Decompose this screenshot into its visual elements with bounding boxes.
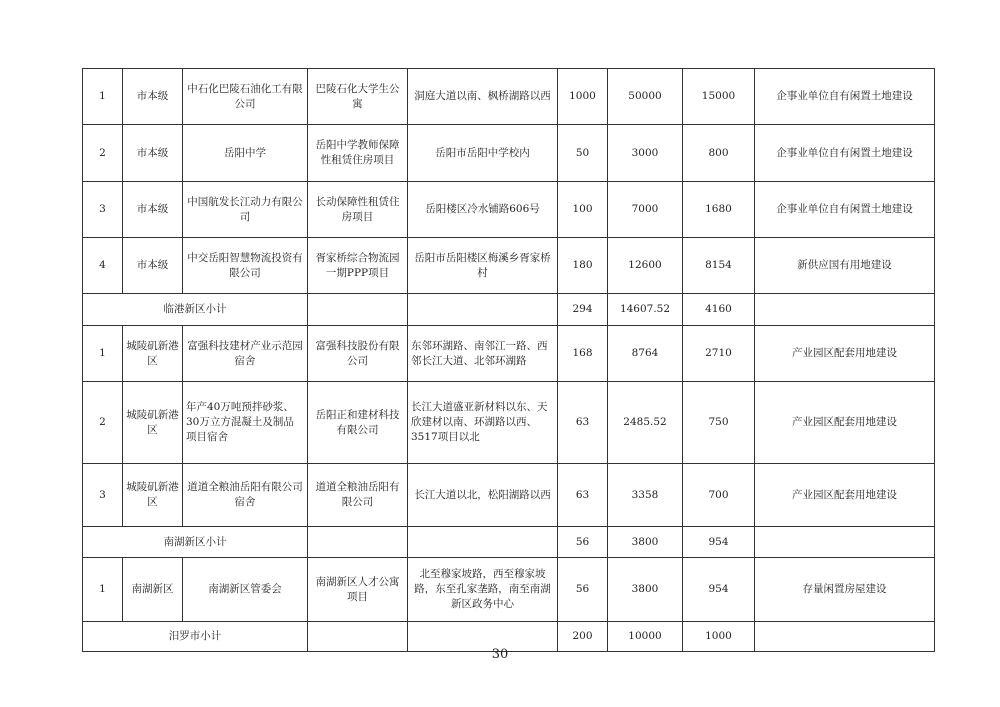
area-cell: 14607.52 (608, 294, 683, 326)
project-cell: 胥家桥综合物流园一期PPP项目 (308, 238, 408, 294)
region-cell: 城陵矶新港区 (123, 382, 183, 464)
units-cell: 200 (558, 622, 608, 652)
area-cell: 8764 (608, 326, 683, 382)
company-cell: 道道全粮油岳阳有限公司宿舍 (183, 464, 308, 527)
company-cell: 中国航发长江动力有限公司 (183, 182, 308, 238)
table-row (83, 558, 935, 622)
region-cell: 南湖新区 (123, 558, 183, 622)
row-number: 3 (83, 182, 123, 238)
method-cell: 产业园区配套用地建设 (755, 326, 935, 382)
units-cell: 63 (558, 382, 608, 464)
table-row (83, 125, 935, 182)
units-cell: 180 (558, 238, 608, 294)
land-cell: 15000 (683, 69, 755, 125)
area-cell: 10000 (608, 622, 683, 652)
units-cell: 100 (558, 182, 608, 238)
row-number: 2 (83, 382, 123, 464)
units-cell: 1000 (558, 69, 608, 125)
region-cell: 市本级 (123, 238, 183, 294)
table-row (83, 69, 935, 125)
region-cell: 市本级 (123, 125, 183, 182)
location-cell: 岳阳市岳阳楼区梅溪乡胥家桥村 (408, 238, 558, 294)
method-cell: 企事业单位自有闲置土地建设 (755, 125, 935, 182)
empty-cell (308, 527, 408, 558)
housing-projects-table (82, 68, 935, 652)
company-cell: 富强科技建材产业示范园宿舍 (183, 326, 308, 382)
page-number: 30 (491, 647, 509, 662)
land-cell: 8154 (683, 238, 755, 294)
subtotal-row (83, 527, 935, 558)
project-cell: 长动保障性租赁住房项目 (308, 182, 408, 238)
empty-cell (408, 294, 558, 326)
subtotal-label: 汨罗市小计 (83, 622, 308, 652)
company-cell: 南湖新区管委会 (183, 558, 308, 622)
location-cell: 岳阳市岳阳中学校内 (408, 125, 558, 182)
empty-cell (755, 294, 935, 326)
units-cell: 50 (558, 125, 608, 182)
method-cell: 企事业单位自有闲置土地建设 (755, 69, 935, 125)
project-cell: 道道全粮油岳阳有限公司 (308, 464, 408, 527)
area-cell: 7000 (608, 182, 683, 238)
method-cell: 企事业单位自有闲置土地建设 (755, 182, 935, 238)
row-number: 2 (83, 125, 123, 182)
units-cell: 56 (558, 558, 608, 622)
location-cell: 长江大道以北，松阳湖路以西 (408, 464, 558, 527)
method-cell: 存量闲置房屋建设 (755, 558, 935, 622)
empty-cell (308, 294, 408, 326)
area-cell: 50000 (608, 69, 683, 125)
table-row (83, 326, 935, 382)
land-cell: 954 (683, 527, 755, 558)
land-cell: 4160 (683, 294, 755, 326)
project-cell: 南湖新区人才公寓项目 (308, 558, 408, 622)
empty-cell (755, 527, 935, 558)
row-number: 3 (83, 464, 123, 527)
area-cell: 3800 (608, 558, 683, 622)
region-cell: 城陵矶新港区 (123, 326, 183, 382)
land-cell: 2710 (683, 326, 755, 382)
table-row (83, 464, 935, 527)
location-cell: 北至穆家坡路，西至穆家坡路，东至孔家垄路，南至南湖新区政务中心 (408, 558, 558, 622)
area-cell: 2485.52 (608, 382, 683, 464)
area-cell: 3800 (608, 527, 683, 558)
project-cell: 岳阳中学教师保障性租赁住房项目 (308, 125, 408, 182)
land-cell: 700 (683, 464, 755, 527)
method-cell: 新供应国有用地建设 (755, 238, 935, 294)
project-cell: 富强科技股份有限公司 (308, 326, 408, 382)
location-cell: 洞庭大道以南、枫桥湖路以西 (408, 69, 558, 125)
row-number: 1 (83, 326, 123, 382)
row-number: 4 (83, 238, 123, 294)
location-cell: 长江大道盛亚新材料以东、天欣建材以南、环湖路以西、3517项目以北 (408, 382, 558, 464)
subtotal-label: 南湖新区小计 (83, 527, 308, 558)
units-cell: 294 (558, 294, 608, 326)
land-cell: 1000 (683, 622, 755, 652)
table-row (83, 238, 935, 294)
units-cell: 56 (558, 527, 608, 558)
company-cell: 中石化巴陵石油化工有限公司 (183, 69, 308, 125)
units-cell: 63 (558, 464, 608, 527)
table-row (83, 382, 935, 464)
land-cell: 800 (683, 125, 755, 182)
method-cell: 产业园区配套用地建设 (755, 382, 935, 464)
area-cell: 12600 (608, 238, 683, 294)
project-cell: 岳阳正和建材科技有限公司 (308, 382, 408, 464)
company-cell: 岳阳中学 (183, 125, 308, 182)
region-cell: 市本级 (123, 69, 183, 125)
company-cell: 年产40万吨预拌砂浆、30万立方混凝土及制品项目宿舍 (183, 382, 308, 464)
region-cell: 市本级 (123, 182, 183, 238)
units-cell: 168 (558, 326, 608, 382)
area-cell: 3000 (608, 125, 683, 182)
subtotal-row (83, 294, 935, 326)
land-cell: 954 (683, 558, 755, 622)
region-cell: 城陵矶新港区 (123, 464, 183, 527)
subtotal-label: 临港新区小计 (83, 294, 308, 326)
location-cell: 岳阳楼区冷水铺路606号 (408, 182, 558, 238)
land-cell: 1680 (683, 182, 755, 238)
empty-cell (408, 527, 558, 558)
company-cell: 中交岳阳智慧物流投资有限公司 (183, 238, 308, 294)
area-cell: 3358 (608, 464, 683, 527)
method-cell: 产业园区配套用地建设 (755, 464, 935, 527)
location-cell: 东邻环湖路、南邻江一路、西邻长江大道、北邻环湖路 (408, 326, 558, 382)
row-number: 1 (83, 69, 123, 125)
table-row (83, 182, 935, 238)
land-cell: 750 (683, 382, 755, 464)
row-number: 1 (83, 558, 123, 622)
project-cell: 巴陵石化大学生公寓 (308, 69, 408, 125)
